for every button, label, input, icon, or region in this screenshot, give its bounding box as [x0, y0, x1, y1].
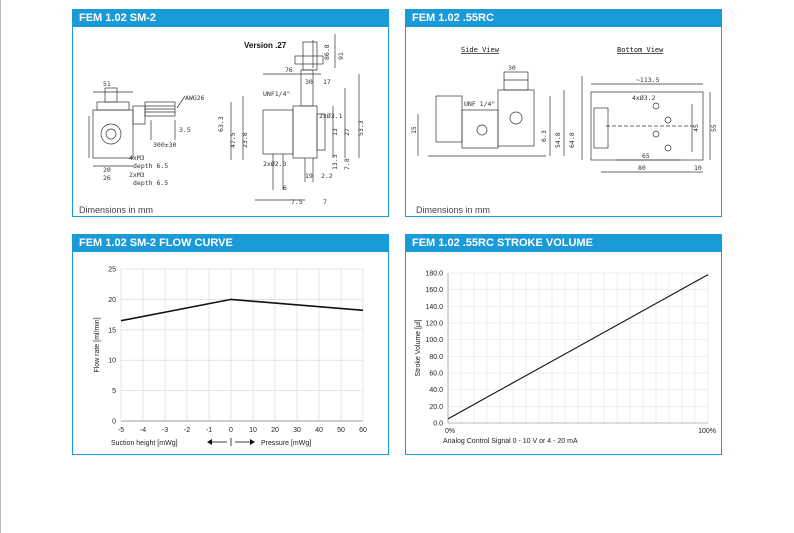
page-edge-rule [0, 0, 1, 533]
dim-53-3: 53.3 [357, 120, 365, 136]
y-tick-label: 180.0 [425, 270, 443, 278]
x-tick-label: 40 [315, 427, 323, 434]
rc-dim-6-3: 6.3 [540, 130, 548, 142]
dim-3-5: 3.5 [179, 126, 191, 134]
panel-title: FEM 1.02 SM-2 FLOW CURVE [73, 235, 388, 252]
side-view-label: Side View [461, 46, 499, 54]
dim-47-5: 47.5 [229, 132, 237, 148]
rc-dim-1-5: 15 [410, 126, 418, 134]
x-tick-label: 50 [337, 427, 345, 434]
bottom-view-label: Bottom View [617, 46, 664, 54]
panel-flow-curve [72, 234, 389, 455]
x-axis-label: Analog Control Signal 0 - 10 V or 4 - 20 mA [443, 438, 578, 445]
dim-86-8: 86.8 [323, 44, 331, 60]
x-tick-label: 10 [249, 427, 257, 434]
dim-7-5: 7.5 [291, 198, 303, 206]
y-tick-label: 160.0 [425, 287, 443, 295]
x-axis-label-suction: Suction height [mWg] [111, 440, 178, 447]
dim-7: 7 [323, 198, 327, 206]
y-tick-label: 15 [108, 327, 116, 335]
dim-7-8: 7.8 [343, 158, 351, 170]
y-tick-label: 0.0 [433, 420, 443, 428]
y-tick-label: 0 [112, 418, 116, 426]
dim-2-2: 2.2 [321, 172, 333, 180]
rc-dim-unf: UNF 1/4" [464, 100, 496, 108]
panel-rc-drawing [405, 9, 722, 217]
dim-unf: UNF1/4" [263, 90, 291, 98]
x-tick-label: 0% [445, 428, 456, 435]
y-tick-label: 5 [112, 388, 116, 396]
y-tick-label: 20 [108, 296, 116, 304]
flow-rate-series-line [121, 299, 363, 320]
rc-dim-45: 45 [692, 124, 700, 132]
dim-awg26: AWG26 [185, 94, 205, 102]
panel-sm2-drawing [72, 9, 389, 217]
dimensions-caption: Dimensions in mm [79, 205, 154, 215]
y-axis-label: Stroke Volume [µl] [415, 319, 422, 377]
y-tick-label: 20.0 [429, 403, 443, 411]
stroke-volume-chart [406, 235, 723, 456]
x-axis-label-pressure: Pressure [mWg] [261, 440, 312, 447]
panel-title: FEM 1.02 .55RC [406, 10, 721, 27]
dim-26: 26 [103, 174, 111, 182]
dim-63-3: 63.3 [217, 116, 225, 132]
dim-2x31: 2xØ3.1 [319, 112, 343, 120]
flow-curve-chart [73, 235, 390, 456]
rc-dim-65: 65 [642, 152, 650, 160]
x-tick-label: 100% [698, 428, 716, 435]
rc-dim-113-5: ~113.5 [636, 76, 660, 84]
dimensions-caption: Dimensions in mm [416, 205, 491, 215]
x-tick-label: -1 [205, 427, 213, 434]
dim-76: 76 [285, 66, 293, 74]
dim-23-8: 23.8 [241, 132, 249, 148]
rc-dim-80: 80 [638, 164, 646, 172]
y-tick-label: 40.0 [429, 387, 443, 395]
rc-dim-10: 10 [694, 164, 702, 172]
sm2-technical-drawing [73, 10, 390, 218]
rc-dim-64-8: 64.8 [568, 132, 576, 148]
x-tick-label: -5 [117, 427, 125, 434]
y-tick-label: 60.0 [429, 370, 443, 378]
dim-2x23: 2xØ2.3 [263, 160, 287, 168]
dim-depth-2: depth 6.5 [133, 179, 169, 187]
rc-dim-4x32: 4xØ3.2 [632, 94, 656, 102]
y-tick-label: 100.0 [425, 337, 443, 345]
y-tick-label: 120.0 [425, 320, 443, 328]
rc-dim-55: 55 [710, 124, 718, 132]
x-tick-label: -2 [183, 427, 191, 434]
arrow-left-head [207, 439, 212, 445]
arrow-right-head [250, 439, 255, 445]
x-tick-label: 20 [271, 427, 279, 434]
y-tick-label: 140.0 [425, 303, 443, 311]
rc-dim-54-8: 54.8 [554, 132, 562, 148]
version-label: Version .27 [244, 41, 287, 50]
dim-13-3: 13.3 [331, 154, 339, 170]
dim-6: 6 [283, 184, 287, 192]
dim-51: 51 [103, 80, 111, 88]
rc-dim-30: 30 [508, 64, 516, 72]
y-tick-label: 10 [108, 357, 116, 365]
dim-20: 20 [103, 166, 111, 174]
dim-300: 300±30 [153, 141, 177, 149]
panel-stroke-volume [405, 234, 722, 455]
y-axis-label: Flow rate [ml/min] [94, 317, 101, 373]
dim-2xm3: 2xM3 [129, 171, 145, 179]
y-tick-label: 80.0 [429, 353, 443, 361]
x-tick-label: 30 [293, 427, 301, 434]
x-tick-label: 0 [229, 427, 233, 434]
dim-27: 27 [343, 128, 351, 136]
x-tick-label: -4 [139, 427, 147, 434]
x-tick-label: 60 [359, 427, 367, 434]
y-tick-label: 25 [108, 266, 116, 274]
x-tick-label: -3 [161, 427, 169, 434]
dim-depth-1: depth 6.5 [133, 162, 169, 170]
dim-91: 91 [337, 52, 345, 60]
dim-13: 13 [331, 128, 339, 136]
panel-title: FEM 1.02 SM-2 [73, 10, 388, 27]
dim-4xm3: 4xM3 [129, 154, 145, 162]
panel-title: FEM 1.02 .55RC STROKE VOLUME [406, 235, 721, 252]
dim-17: 17 [323, 78, 331, 86]
dim-19: 19 [305, 172, 313, 180]
dim-30: 30 [305, 78, 313, 86]
rc-technical-drawing [406, 10, 723, 218]
